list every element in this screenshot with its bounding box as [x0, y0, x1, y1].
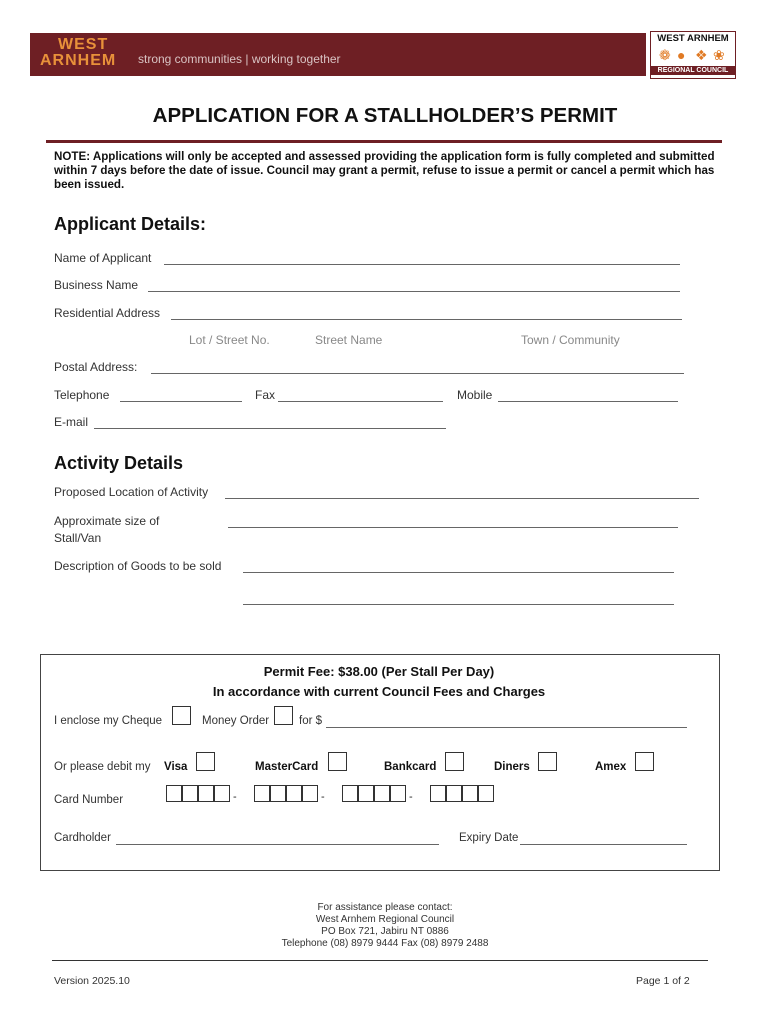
title-divider — [46, 140, 722, 143]
amount-field[interactable] — [326, 716, 687, 728]
email-label: E-mail — [54, 415, 89, 429]
header-banner — [30, 33, 646, 76]
proposed-location-label: Proposed Location of Activity — [54, 485, 209, 499]
card-digit-box[interactable] — [182, 785, 198, 802]
card-separator: - — [409, 791, 413, 803]
name-of-applicant-label: Name of Applicant — [54, 251, 152, 265]
business-name-field[interactable] — [148, 280, 680, 292]
description-of-goods-label: Description of Goods to be sold — [54, 559, 222, 573]
approximate-size-label: Approximate size of — [54, 514, 160, 528]
card-separator: - — [321, 791, 325, 803]
bankcard-label: Bankcard — [384, 761, 437, 773]
postal-address-field[interactable] — [151, 362, 684, 374]
cheque-label: I enclose my Cheque — [54, 715, 163, 727]
fees-and-charges-line: In accordance with current Council Fees and Charges — [212, 684, 546, 699]
money-order-checkbox[interactable] — [274, 706, 293, 725]
council-emblem-icon: ❁ ● ❖ ❀ — [659, 47, 725, 63]
visa-checkbox[interactable] — [196, 752, 215, 771]
fax-field[interactable] — [278, 390, 443, 402]
business-name-label: Business Name — [54, 278, 139, 292]
expiry-date-field[interactable] — [520, 833, 687, 845]
postal-address-label: Postal Address: — [54, 360, 138, 374]
diners-checkbox[interactable] — [538, 752, 557, 771]
telephone-field[interactable] — [120, 390, 242, 402]
telephone-label: Telephone — [54, 388, 110, 402]
card-digit-box[interactable] — [374, 785, 390, 802]
page-title: APPLICATION FOR A STALLHOLDER’S PERMIT — [152, 104, 618, 127]
money-order-label: Money Order — [202, 715, 270, 727]
bankcard-checkbox[interactable] — [445, 752, 464, 771]
note-text: NOTE: Applications will only be accepted and assessed providing the application form is fully completed and submitted within 7 days before the date of issue. Council may grant a permit, refuse to issue a permit or cancel a permit which has been issued. — [54, 150, 715, 191]
diners-label: Diners — [494, 761, 530, 773]
contact-block: For assistance please contact: West Arnhem Regional Council PO Box 721, Jabiru NT 0886 Telephone (08) 8979 9444 Fax (08) 8979 2488 — [281, 902, 489, 949]
street-name-hint: Street Name — [315, 333, 383, 347]
page-number: Page 1 of 2 — [636, 975, 690, 987]
email-field[interactable] — [94, 417, 446, 429]
mastercard-checkbox[interactable] — [328, 752, 347, 771]
card-digit-box[interactable] — [198, 785, 214, 802]
card-digit-box[interactable] — [358, 785, 374, 802]
cardholder-label: Cardholder — [54, 832, 111, 844]
card-digit-box[interactable] — [254, 785, 270, 802]
residential-address-label: Residential Address — [54, 306, 161, 320]
fax-label: Fax — [255, 388, 276, 402]
applicant-details-heading: Applicant Details: — [54, 214, 207, 234]
card-digit-box[interactable] — [430, 785, 446, 802]
card-digit-box[interactable] — [478, 785, 494, 802]
card-digit-box[interactable] — [342, 785, 358, 802]
cardholder-field[interactable] — [116, 833, 439, 845]
activity-details-heading: Activity Details — [54, 453, 184, 473]
council-logo: WEST ARNHEM ❁ ● ❖ ❀ REGIONAL COUNCIL — [650, 31, 736, 79]
version-label: Version 2025.10 — [54, 975, 130, 987]
mobile-label: Mobile — [457, 388, 493, 402]
tagline: strong communities | working together — [138, 52, 341, 66]
footer-divider — [52, 960, 708, 961]
residential-address-field[interactable] — [171, 308, 682, 320]
lot-street-no-hint: Lot / Street No. — [189, 333, 270, 347]
card-digit-box[interactable] — [286, 785, 302, 802]
card-number-label: Card Number — [54, 794, 124, 806]
description-of-goods-field-2[interactable] — [243, 593, 674, 605]
card-number-field[interactable] — [166, 785, 516, 805]
mobile-field[interactable] — [498, 390, 678, 402]
stall-van-label: Stall/Van — [54, 531, 102, 545]
debit-label: Or please debit my — [54, 761, 151, 773]
card-digit-box[interactable] — [270, 785, 286, 802]
town-community-hint: Town / Community — [521, 333, 620, 347]
card-digit-box[interactable] — [462, 785, 478, 802]
amex-checkbox[interactable] — [635, 752, 654, 771]
proposed-location-field[interactable] — [225, 487, 699, 499]
card-digit-box[interactable] — [302, 785, 318, 802]
name-of-applicant-field[interactable] — [164, 253, 680, 265]
visa-label: Visa — [164, 761, 188, 773]
card-digit-box[interactable] — [166, 785, 182, 802]
card-separator: - — [233, 791, 237, 803]
expiry-date-label: Expiry Date — [459, 832, 519, 844]
for-amount-label: for $ — [299, 715, 323, 727]
approximate-size-field[interactable] — [228, 516, 678, 528]
west-arnhem-logo: WEST ARNHEM — [40, 36, 117, 69]
cheque-checkbox[interactable] — [172, 706, 191, 725]
card-digit-box[interactable] — [390, 785, 406, 802]
card-digit-box[interactable] — [214, 785, 230, 802]
description-of-goods-field-1[interactable] — [243, 561, 674, 573]
card-digit-box[interactable] — [446, 785, 462, 802]
permit-fee-line: Permit Fee: $38.00 (Per Stall Per Day) — [263, 664, 495, 679]
amex-label: Amex — [595, 761, 627, 773]
mastercard-label: MasterCard — [255, 761, 319, 773]
